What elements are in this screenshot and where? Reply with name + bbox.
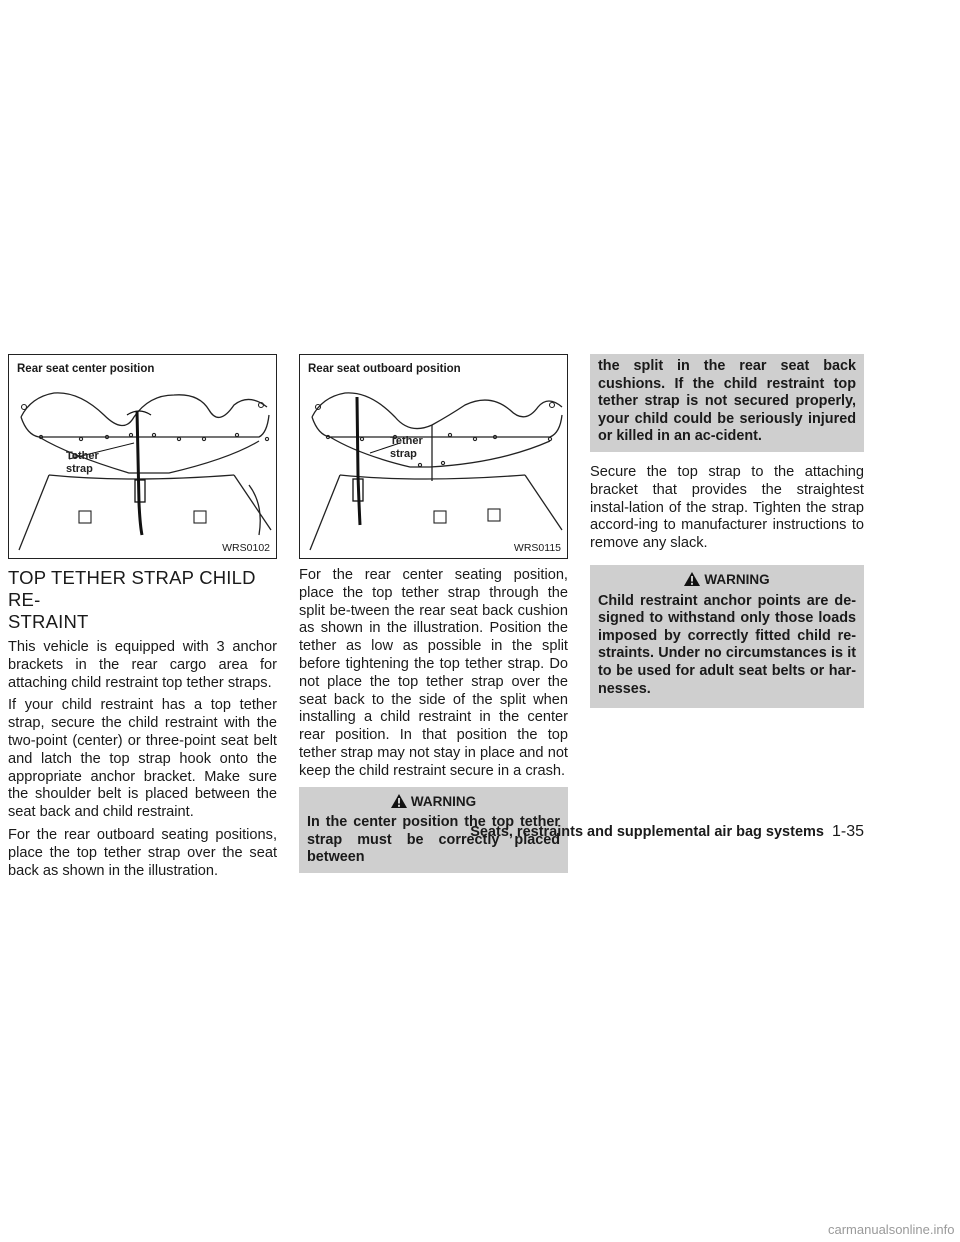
warning-text: the split in the rear seat back cushions. If the child restraint top tether strap is not secured properly, your child could be seriously injured or killed in an ac-cident. [598,358,856,445]
paragraph: This vehicle is equipped with 3 anchor brackets in the rear cargo area for attaching child restraint top tether straps. [8,639,277,691]
section-heading [8,567,277,633]
figure-code: WRS0115 [513,542,561,554]
callout-line-2: strap [390,448,417,460]
warning-header [299,787,568,815]
heading-line-1: TOP TETHER STRAP CHILD RE- [8,567,256,610]
warning-label: WARNING [704,571,770,587]
callout-line-1: Tether [390,435,423,447]
column-1 [8,567,277,885]
page-number: 1-35 [831,823,864,840]
footer-section-title: Seats, restraints and supplemental air bag systems [470,824,824,840]
figure-title: Rear seat outboard position [308,363,461,375]
paragraph: For the rear outboard seating positions, place the top tether strap over the seat back as shown in the illustration. [8,826,277,879]
figure-title: Rear seat center position [17,363,155,375]
callout-tether-strap [66,450,99,476]
warning-header [590,565,864,593]
figure-code: WRS0102 [222,542,270,554]
seat-illustration-outboard [300,355,567,558]
paragraph: Secure the top strap to the attaching bracket that provides the straightest instal-lation of the strap. Tighten the strap accord-ing to manufacturer instructions to remove any slack. [590,463,864,552]
callout-line-2: strap [66,463,93,475]
callout-tether-strap [390,435,423,461]
column-3 [590,354,864,708]
warning-text: Child restraint anchor points are de-signed to withstand only those loads imposed by correctly fitted child re-straints. Under no circumstances is it to be used for adult seat belts or har-nesses. [598,592,856,697]
watermark: carmanualsonline.info [828,1222,955,1237]
callout-line-1: Tether [66,450,99,462]
seat-illustration-center [9,355,276,558]
warning-box-continued [590,354,864,452]
warning-triangle-icon [391,794,407,808]
warning-text: In the center position the top tether strap must be correctly placed between [307,814,560,866]
figure-rear-seat-center [8,354,277,559]
warning-box [590,565,864,708]
paragraph: For the rear center seating position, place the top tether strap through the split be-tween the rear seat back cushion as shown in the illustration. Position the tether as low as possible in the split before tightening the top tether strap. Do not place the top tether strap over the seat back to the side of the split when installing a child restraint in the center rear position. In that position the top tether strap may not stay in place and not keep the child restraint secure in a crash. [299,567,568,779]
warning-triangle-icon [684,572,700,586]
warning-label: WARNING [410,793,477,809]
paragraph: If your child restraint has a top tether strap, secure the child restraint with the two-point (center) or three-point seat belt and latch the top strap hook onto the appropriate anchor bracket. Make sure the shoulder belt is placed between the seat back and child restraint. [8,697,277,821]
heading-line-2: STRAINT [8,611,89,632]
page-footer [470,823,864,841]
figure-rear-seat-outboard [299,354,568,559]
